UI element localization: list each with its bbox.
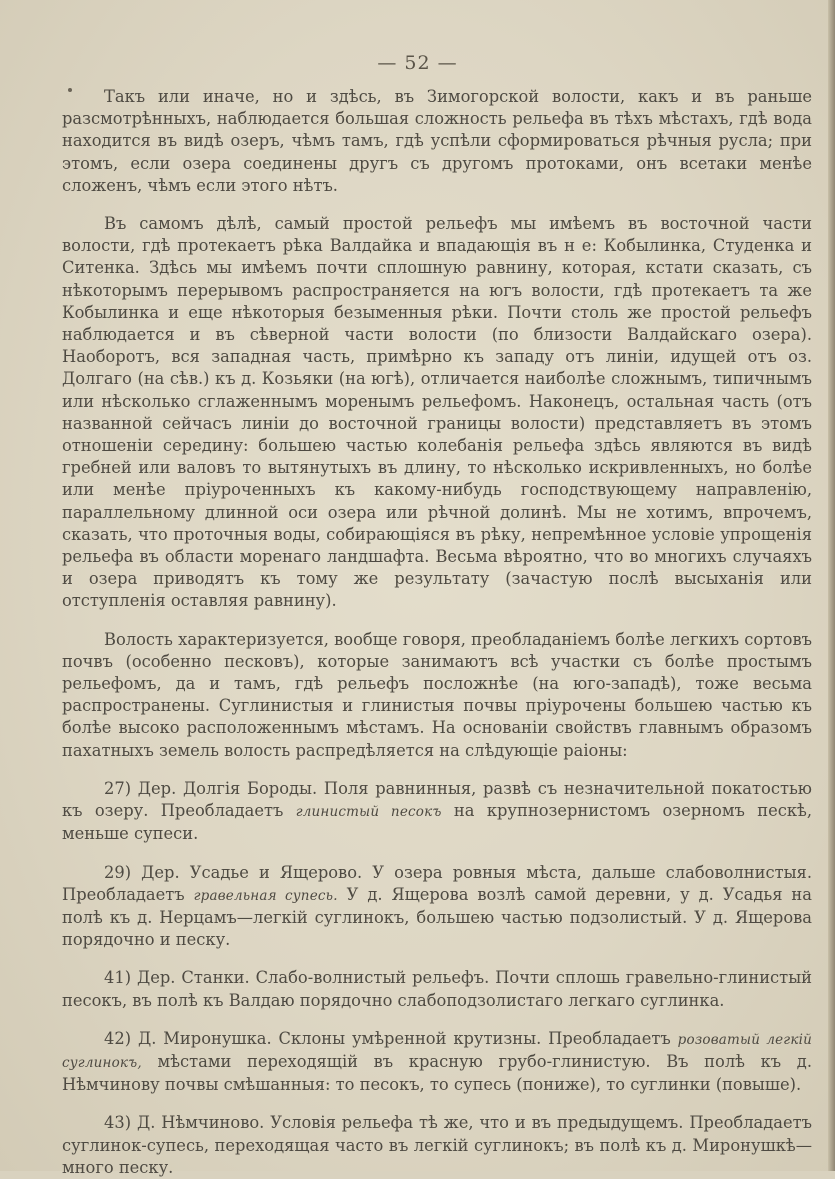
paragraph-district-29 — [62, 862, 812, 952]
district-42-text-a: 42) Д. Миронушка. Склоны умѣренной крутизны. Преобладаетъ — [104, 1028, 678, 1048]
district-29-text-b: У д. Ящерова возлѣ самой деревни, у д. Усадья на полѣ къ д. Нерцамъ—легкій суглинокъ, большею частью подзолистый. У д. Ящерова порядочно и песку. — [62, 884, 812, 950]
district-27-soil-term: глинистый песокъ — [295, 804, 442, 821]
paragraph-district-43: 43) Д. Нѣмчиново. Условія рельефа тѣ же, что и въ предыдущемъ. Преобладаетъ суглинок-супесь, переходящая часто въ легкій суглинокъ; въ полѣ къ д. Миронушкѣ—много песку. — [62, 1113, 812, 1177]
paragraph-relief: Въ самомъ дѣлѣ, самый простой рельефъ мы имѣемъ въ восточной части волости, гдѣ протекаетъ рѣка Валдайка и впадающія въ н е: Кобылинка, Студенка и Ситенка. Здѣсь мы имѣемъ почти сплошную равнину, которая, кстати сказать, съ нѣкоторымъ перерывомъ распространяется на югъ волости, гдѣ протекаетъ та же Кобылинка и еще нѣкоторыя безыменныя рѣки. Почти столь же простой рельефъ наблюдается и въ сѣверной части волости (по близости Валдайскаго озера). Наоборотъ, вся западная часть, примѣрно къ западу отъ линіи, идущей отъ оз. Долгаго (на сѣв.) къ д. Козьяки (на югѣ), отличается наиболѣе сложнымъ, типичнымъ или нѣсколько сглаженнымъ моренымъ рельефомъ. Наконецъ, остальная часть (отъ названной сейчасъ линіи до восточной границы волости) представляетъ въ этомъ отношеніи середину: большею частью колебанія рельефа здѣсь являются въ видѣ гребней или валовъ то вытянутыхъ въ длину, то нѣсколько искривленныхъ, но болѣе или менѣе пріуроченныхъ къ какому-нибудь господствующему направленію, параллельному длинной оси озера или рѣчной долинѣ. Мы не хотимъ, впрочемъ, сказать, что проточныя воды, собирающіяся въ рѣку, непремѣнное условіе упрощенія рельефа въ области моренаго ландшафта. Весьма вѣроятно, что во многихъ случаяхъ и озера приводятъ къ тому же результату (зачастую послѣ высыханія или отступленія оставляя равнину). — [62, 214, 812, 611]
district-29-soil-term: гравельная супесь. — [193, 887, 338, 904]
paragraph-soils: Волость характеризуется, вообще говоря, преобладаніемъ болѣе легкихъ сортовъ почвъ (особенно песковъ), которые занимаютъ всѣ участки съ болѣе простымъ рельефомъ, да и тамъ, гдѣ рельефъ посложнѣе (на юго-западѣ), тоже весьма распространены. Суглинистыя и глинистыя почвы пріурочены большею частью къ болѣе высоко расположеннымъ мѣстамъ. На основаніи свойствъ главнымъ образомъ пахатныхъ земель волость распредѣляется на слѣдующіе раіоны: — [62, 629, 812, 760]
district-27-text-b: на крупнозернистомъ озерномъ пескѣ, меньше супеси. — [62, 801, 812, 844]
page-edge-shadow — [828, 0, 835, 1171]
district-29-text-a: 29) Дер. Усадье и Ящерово. У озера ровныя мѣста, дальше слабоволнистыя. Преобладаетъ — [62, 862, 812, 904]
district-42-text-b: мѣстами переходящій въ красную грубо-глинистую. Въ полѣ къ д. Нѣмчинову почвы смѣшанныя: то песокъ, то супесь (пониже), то суглинки (повыше). — [62, 1051, 812, 1095]
district-27-text-a: 27) Дер. Долгія Бороды. Поля равнинныя, развѣ съ незначительной покатостью къ озеру. Преобладаетъ — [62, 778, 812, 821]
paragraph-district-27 — [62, 778, 812, 846]
paragraph-district-41: 41) Дер. Станки. Слабо-волнистый рельефъ. Почти сплошь гравельно-глинистый песокъ, въ полѣ къ Валдаю порядочно слабоподзолистаго легкаго суглинка. — [62, 968, 812, 1010]
paragraph-intro: Такъ или иначе, но и здѣсь, въ Зимогорской волости, какъ и въ раньше разсмотрѣнныхъ, наблюдается большая сложность рельефа въ тѣхъ мѣстахъ, гдѣ вода находится въ видѣ озеръ, чѣмъ тамъ, гдѣ успѣли сформироваться рѣчныя русла; при этомъ, если озера соединены другъ съ другомъ протоками, онъ всетаки менѣе сложенъ, чѣмъ если этого нѣтъ. — [62, 87, 812, 195]
district-42-soil-term: розоватый легкій суглинокъ, — [62, 1031, 812, 1071]
paragraph-district-42 — [62, 1028, 812, 1097]
page-number: — 52 — — [377, 52, 458, 74]
body-text — [62, 86, 812, 1179]
